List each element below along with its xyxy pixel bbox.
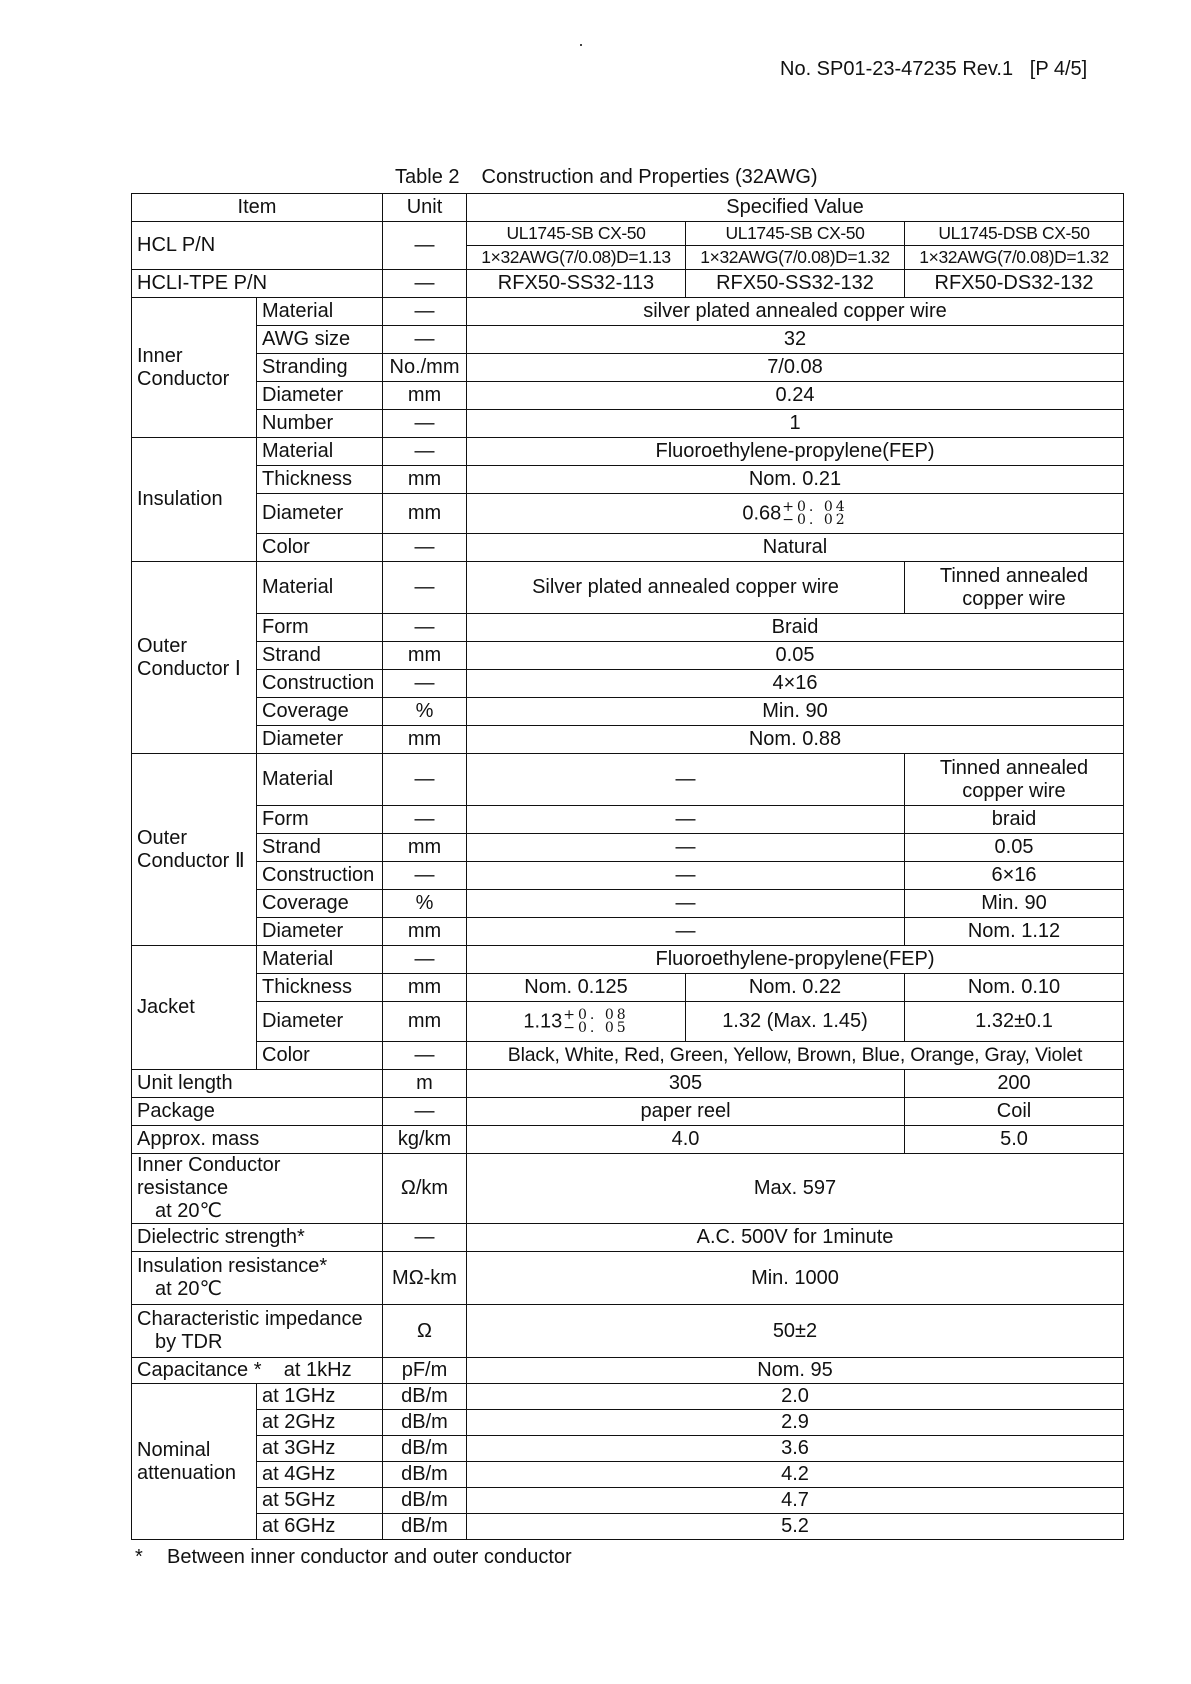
- row-value: —: [467, 862, 905, 890]
- row-value: 4.0: [467, 1126, 905, 1154]
- row-value: 1: [467, 410, 1124, 438]
- jacket-thickness-row: [132, 974, 1124, 1002]
- inner-number-row: [132, 410, 1124, 438]
- row-unit: mm: [383, 974, 467, 1002]
- impedance-row: [132, 1305, 1124, 1358]
- jacket-group: Jacket: [132, 946, 257, 1070]
- attenuation-row: [132, 1488, 1124, 1514]
- hcl-pn-2-name: UL1745-SB CX-50: [686, 222, 905, 246]
- row-value: Fluoroethylene-propylene(FEP): [467, 946, 1124, 974]
- outer2-strand-row: [132, 834, 1124, 862]
- spec-table: [131, 193, 1124, 1540]
- row-item: Diameter: [257, 726, 383, 754]
- row-unit: pF/m: [383, 1358, 467, 1384]
- dielectric-row: [132, 1224, 1124, 1252]
- attenuation-row: [132, 1462, 1124, 1488]
- row-value: 0.24: [467, 382, 1124, 410]
- row-unit: dB/m: [383, 1410, 467, 1436]
- row-item: [132, 1358, 383, 1384]
- row-unit: No./mm: [383, 354, 467, 382]
- row-value: Fluoroethylene-propylene(FEP): [467, 438, 1124, 466]
- row-value: 7/0.08: [467, 354, 1124, 382]
- table-caption: [395, 166, 818, 189]
- row-unit: %: [383, 698, 467, 726]
- row-value: 2.9: [467, 1410, 1124, 1436]
- row-unit: —: [383, 806, 467, 834]
- row-value-alt: Coil: [905, 1098, 1124, 1126]
- row-unit: %: [383, 890, 467, 918]
- row-item: Approx. mass: [132, 1126, 383, 1154]
- tolerance-stack: [782, 498, 848, 528]
- scan-speck: [580, 44, 582, 46]
- row-unit: Ω/km: [383, 1154, 467, 1224]
- row-item: Diameter: [257, 1002, 383, 1042]
- row-unit: Ω: [383, 1305, 467, 1358]
- row-item: Thickness: [257, 974, 383, 1002]
- row-value: Nom. 0.125: [467, 974, 686, 1002]
- row-item: Construction: [257, 862, 383, 890]
- tolerance-value: [467, 494, 1124, 534]
- row-value: Max. 597: [467, 1154, 1124, 1224]
- hcli-pn-2: RFX50-SS32-132: [686, 270, 905, 298]
- capacitance-row: [132, 1358, 1124, 1384]
- row-value: 4.7: [467, 1488, 1124, 1514]
- header-value: Specified Value: [467, 194, 1124, 222]
- item-line: Characteristic impedance: [137, 1308, 363, 1330]
- footnote-text: Between inner conductor and outer conductor: [167, 1546, 572, 1568]
- insulation-material-row: [132, 438, 1124, 466]
- item-line: at 20℃: [155, 1200, 222, 1222]
- row-unit: mm: [383, 642, 467, 670]
- row-value: Braid: [467, 614, 1124, 642]
- hcli-pn-1: RFX50-SS32-113: [467, 270, 686, 298]
- row-value: 50±2: [467, 1305, 1124, 1358]
- inner-material-row: [132, 298, 1124, 326]
- row-item: Strand: [257, 834, 383, 862]
- row-unit: mm: [383, 1002, 467, 1042]
- row-unit: —: [383, 326, 467, 354]
- mass-row: [132, 1126, 1124, 1154]
- row-item: Form: [257, 806, 383, 834]
- tolerance-value: [467, 1002, 686, 1042]
- row-unit: —: [383, 534, 467, 562]
- row-value: —: [467, 834, 905, 862]
- inner-awg-row: [132, 326, 1124, 354]
- hcl-pn-row: [132, 222, 1124, 246]
- row-item: at 5GHz: [257, 1488, 383, 1514]
- tolerance-minus: −0. 05: [563, 1019, 629, 1036]
- item-line: by TDR: [155, 1331, 223, 1353]
- row-value: Nom. 95: [467, 1358, 1124, 1384]
- outer1-coverage-row: [132, 698, 1124, 726]
- document-number: [780, 58, 1087, 81]
- tolerance-plus: +0. 08: [563, 1006, 629, 1023]
- row-item: Stranding: [257, 354, 383, 382]
- row-value: 4.2: [467, 1462, 1124, 1488]
- doc-no: No. SP01-23-47235 Rev.1: [780, 58, 1014, 80]
- hcli-pn-3: RFX50-DS32-132: [905, 270, 1124, 298]
- hcl-pn-label: HCL P/N: [132, 222, 383, 270]
- outer2-material-row: [132, 754, 1124, 806]
- outer-conductor-1-group: [132, 562, 257, 754]
- row-item: Unit length: [132, 1070, 383, 1098]
- group-label-line: Conductor Ⅰ: [137, 657, 241, 680]
- row-item: Material: [257, 562, 383, 614]
- row-item: at 6GHz: [257, 1514, 383, 1540]
- insulation-diameter-row: [132, 494, 1124, 534]
- inner-diameter-row: [132, 382, 1124, 410]
- row-item: Coverage: [257, 890, 383, 918]
- row-unit: dB/m: [383, 1488, 467, 1514]
- table-title: Construction and Properties (32AWG): [481, 166, 818, 188]
- group-label-line: attenuation: [137, 1461, 236, 1484]
- row-value: 4×16: [467, 670, 1124, 698]
- row-value-alt: 0.05: [905, 834, 1124, 862]
- row-unit: mm: [383, 466, 467, 494]
- row-unit: —: [383, 1098, 467, 1126]
- group-label-line: Nominal: [137, 1438, 211, 1461]
- outer2-form-row: [132, 806, 1124, 834]
- insulation-group: Insulation: [132, 438, 257, 562]
- row-item: [132, 1252, 383, 1305]
- row-value-alt: braid: [905, 806, 1124, 834]
- row-value: Black, White, Red, Green, Yellow, Brown, Blue, Orange, Gray, Violet: [467, 1042, 1124, 1070]
- row-value: Silver plated annealed copper wire: [467, 562, 905, 614]
- row-value: Nom. 0.88: [467, 726, 1124, 754]
- row-unit: —: [383, 862, 467, 890]
- group-label-line: Conductor Ⅱ: [137, 849, 245, 872]
- row-unit: dB/m: [383, 1436, 467, 1462]
- footnote: [135, 1546, 572, 1569]
- row-item: Color: [257, 1042, 383, 1070]
- row-value-alt: Tinned annealed copper wire: [905, 562, 1124, 614]
- hcli-pn-row: [132, 270, 1124, 298]
- outer-conductor-2-group: [132, 754, 257, 946]
- group-label-line: Conductor: [137, 367, 230, 390]
- row-unit: —: [383, 438, 467, 466]
- hcl-pn-1-name: UL1745-SB CX-50: [467, 222, 686, 246]
- outer1-form-row: [132, 614, 1124, 642]
- row-item: AWG size: [257, 326, 383, 354]
- inner-resistance-row: [132, 1154, 1124, 1224]
- header-item: Item: [132, 194, 383, 222]
- item-line: at 20℃: [155, 1278, 222, 1300]
- row-unit: mm: [383, 834, 467, 862]
- row-item: [132, 1154, 383, 1224]
- row-value: silver plated annealed copper wire: [467, 298, 1124, 326]
- row-value: 305: [467, 1070, 905, 1098]
- row-unit: MΩ-km: [383, 1252, 467, 1305]
- row-unit: —: [383, 298, 467, 326]
- row-unit: —: [383, 410, 467, 438]
- row-item: at 3GHz: [257, 1436, 383, 1462]
- attenuation-group: [132, 1384, 257, 1540]
- row-unit: —: [383, 1224, 467, 1252]
- row-value-alt: 5.0: [905, 1126, 1124, 1154]
- row-item: Strand: [257, 642, 383, 670]
- footnote-mark: *: [135, 1546, 143, 1568]
- row-value: A.C. 500V for 1minute: [467, 1224, 1124, 1252]
- row-unit: dB/m: [383, 1384, 467, 1410]
- group-label-line: Outer: [137, 826, 188, 849]
- row-value-alt: Tinned annealed copper wire: [905, 754, 1124, 806]
- insulation-resistance-row: [132, 1252, 1124, 1305]
- row-value-alt: Nom. 1.12: [905, 918, 1124, 946]
- row-item: Color: [257, 534, 383, 562]
- row-unit: dB/m: [383, 1514, 467, 1540]
- tolerance-plus: +0. 04: [782, 498, 848, 515]
- row-unit: mm: [383, 726, 467, 754]
- item-frequency: at 1kHz: [283, 1359, 352, 1381]
- insulation-color-row: [132, 534, 1124, 562]
- row-item: Diameter: [257, 382, 383, 410]
- row-value-alt: Min. 90: [905, 890, 1124, 918]
- row-unit: —: [383, 670, 467, 698]
- row-value: —: [467, 754, 905, 806]
- insulation-thickness-row: [132, 466, 1124, 494]
- row-value: Natural: [467, 534, 1124, 562]
- row-unit: —: [383, 614, 467, 642]
- inner-conductor-group: [132, 298, 257, 438]
- tolerance-base: 0.68: [742, 501, 782, 524]
- attenuation-row: [132, 1514, 1124, 1540]
- hcl-pn-3-name: UL1745-DSB CX-50: [905, 222, 1124, 246]
- row-value: 1.32±0.1: [905, 1002, 1124, 1042]
- row-unit: m: [383, 1070, 467, 1098]
- jacket-diameter-row: [132, 1002, 1124, 1042]
- row-unit: mm: [383, 382, 467, 410]
- attenuation-row: [132, 1410, 1124, 1436]
- hcl-pn-unit: —: [383, 222, 467, 270]
- outer1-diameter-row: [132, 726, 1124, 754]
- header-row: [132, 194, 1124, 222]
- row-value: 32: [467, 326, 1124, 354]
- row-unit: —: [383, 562, 467, 614]
- row-value: 5.2: [467, 1514, 1124, 1540]
- row-value: 0.05: [467, 642, 1124, 670]
- tolerance-minus: −0. 02: [782, 511, 848, 528]
- row-item: Number: [257, 410, 383, 438]
- hcl-pn-2-spec: 1×32AWG(7/0.08)D=1.32: [686, 246, 905, 270]
- outer1-material-row: [132, 562, 1124, 614]
- tolerance-base: 1.13: [523, 1009, 563, 1032]
- row-item: Diameter: [257, 494, 383, 534]
- row-item: Material: [257, 438, 383, 466]
- group-label-line: Inner: [137, 344, 183, 367]
- outer1-strand-row: [132, 642, 1124, 670]
- hcl-pn-3-spec: 1×32AWG(7/0.08)D=1.32: [905, 246, 1124, 270]
- row-value: Nom. 0.22: [686, 974, 905, 1002]
- hcli-pn-label: HCLI-TPE P/N: [132, 270, 383, 298]
- row-value: Nom. 0.21: [467, 466, 1124, 494]
- row-value: Min. 90: [467, 698, 1124, 726]
- unit-length-row: [132, 1070, 1124, 1098]
- row-unit: —: [383, 1042, 467, 1070]
- row-item: Material: [257, 298, 383, 326]
- hcli-pn-unit: —: [383, 270, 467, 298]
- package-row: [132, 1098, 1124, 1126]
- jacket-material-row: [132, 946, 1124, 974]
- item-line: Insulation resistance*: [137, 1255, 328, 1277]
- row-item: Material: [257, 946, 383, 974]
- item-line: Inner Conductor resistance: [137, 1154, 281, 1199]
- row-value: 3.6: [467, 1436, 1124, 1462]
- row-unit: kg/km: [383, 1126, 467, 1154]
- row-unit: dB/m: [383, 1462, 467, 1488]
- row-unit: —: [383, 754, 467, 806]
- row-item: at 4GHz: [257, 1462, 383, 1488]
- hcl-pn-1-spec: 1×32AWG(7/0.08)D=1.13: [467, 246, 686, 270]
- row-value: 2.0: [467, 1384, 1124, 1410]
- row-item: Construction: [257, 670, 383, 698]
- row-unit: mm: [383, 494, 467, 534]
- outer2-diameter-row: [132, 918, 1124, 946]
- outer1-construction-row: [132, 670, 1124, 698]
- group-label-line: Outer: [137, 634, 188, 657]
- row-item: Dielectric strength*: [132, 1224, 383, 1252]
- tolerance-stack: [563, 1006, 629, 1036]
- row-unit: —: [383, 946, 467, 974]
- attenuation-row: [132, 1384, 1124, 1410]
- jacket-color-row: [132, 1042, 1124, 1070]
- row-item: at 2GHz: [257, 1410, 383, 1436]
- item-label: Capacitance *: [137, 1359, 262, 1381]
- inner-stranding-row: [132, 354, 1124, 382]
- attenuation-row: [132, 1436, 1124, 1462]
- table-number: Table 2: [395, 166, 460, 188]
- header-unit: Unit: [383, 194, 467, 222]
- row-value: 1.32 (Max. 1.45): [686, 1002, 905, 1042]
- outer2-coverage-row: [132, 890, 1124, 918]
- row-value: —: [467, 890, 905, 918]
- outer2-construction-row: [132, 862, 1124, 890]
- row-value: paper reel: [467, 1098, 905, 1126]
- row-item: Diameter: [257, 918, 383, 946]
- row-item: Form: [257, 614, 383, 642]
- row-item: Material: [257, 754, 383, 806]
- row-item: Coverage: [257, 698, 383, 726]
- row-value-alt: 6×16: [905, 862, 1124, 890]
- row-item: Package: [132, 1098, 383, 1126]
- row-value: Nom. 0.10: [905, 974, 1124, 1002]
- row-item: [132, 1305, 383, 1358]
- row-unit: mm: [383, 918, 467, 946]
- row-item: Thickness: [257, 466, 383, 494]
- row-value: —: [467, 806, 905, 834]
- row-value-alt: 200: [905, 1070, 1124, 1098]
- row-item: at 1GHz: [257, 1384, 383, 1410]
- page-indicator: [P 4/5]: [1029, 58, 1088, 80]
- row-value: Min. 1000: [467, 1252, 1124, 1305]
- row-value: —: [467, 918, 905, 946]
